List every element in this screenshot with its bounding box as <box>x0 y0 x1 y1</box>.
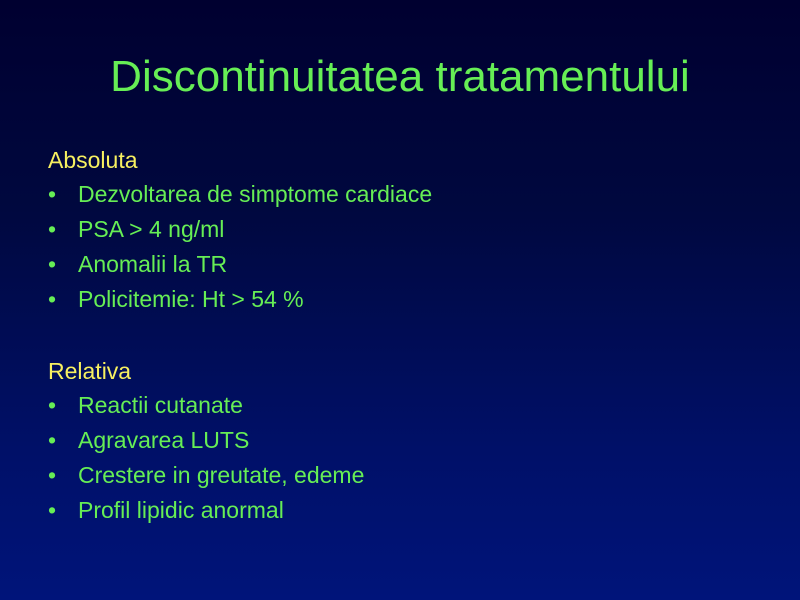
section-heading: Relativa <box>48 358 132 384</box>
bullet-icon: • <box>48 286 57 312</box>
list-item <box>48 461 364 489</box>
section-heading: Absoluta <box>48 147 138 173</box>
bullet-icon: • <box>48 251 57 277</box>
list-item <box>48 250 432 278</box>
list-item-text: Crestere in greutate, edeme <box>78 462 365 488</box>
bullet-icon: • <box>48 216 57 242</box>
slide-title: Discontinuitatea tratamentului <box>110 52 690 101</box>
list-item-text: Anomalii la TR <box>78 251 228 277</box>
bullet-list <box>48 391 364 524</box>
list-item-text: Dezvoltarea de simptome cardiace <box>78 181 433 207</box>
bullet-icon: • <box>48 462 57 488</box>
section-absoluta <box>48 146 432 320</box>
list-item-text: Reactii cutanate <box>78 392 243 418</box>
bullet-icon: • <box>48 181 57 207</box>
list-item-text: Profil lipidic anormal <box>78 497 284 523</box>
list-item <box>48 426 364 454</box>
list-item-text: Policitemie: Ht > 54 % <box>78 286 304 312</box>
list-item <box>48 391 364 419</box>
list-item <box>48 215 432 243</box>
list-item-text: Agravarea LUTS <box>78 427 250 453</box>
bullet-list <box>48 180 432 313</box>
bullet-icon: • <box>48 427 57 453</box>
list-item <box>48 180 432 208</box>
bullet-icon: • <box>48 497 57 523</box>
list-item-text: PSA > 4 ng/ml <box>78 216 225 242</box>
list-item <box>48 285 432 313</box>
list-item <box>48 496 364 524</box>
bullet-icon: • <box>48 392 57 418</box>
section-relativa <box>48 357 364 531</box>
